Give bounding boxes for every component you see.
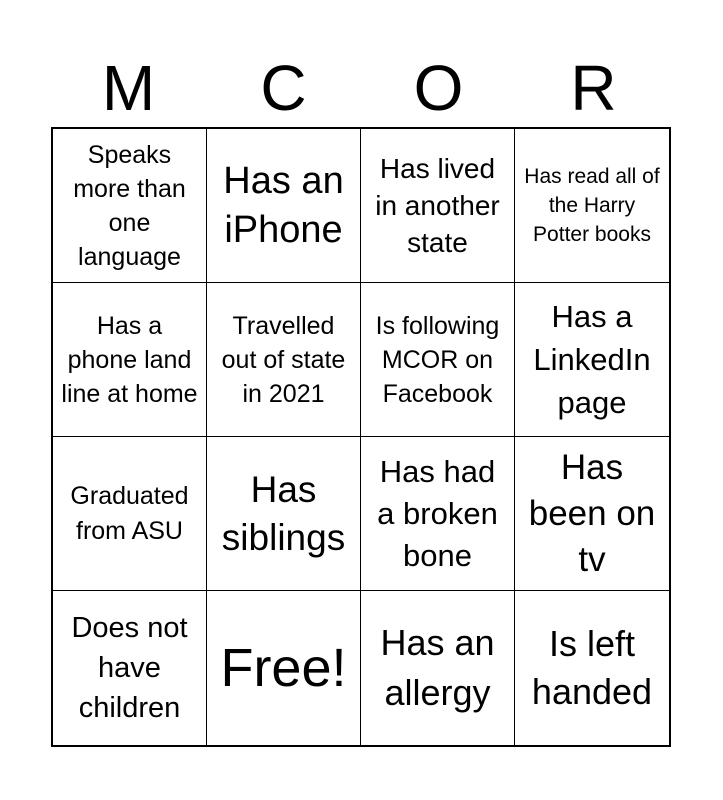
header-letter-m: M [101, 52, 156, 124]
bingo-cell-4-1[interactable] [53, 591, 207, 745]
bingo-cell-3-4[interactable] [515, 437, 669, 591]
bingo-header [51, 52, 671, 124]
bingo-cell-4-4[interactable] [515, 591, 669, 745]
header-letter-r: R [570, 52, 617, 124]
bingo-cell-2-2[interactable] [207, 283, 361, 437]
cell-text: Graduated from ASU [70, 481, 189, 545]
bingo-cell-4-3[interactable] [361, 591, 515, 745]
cell-text: Has read all of the Harry Potter books [524, 165, 660, 246]
cell-text: Has siblings [221, 468, 346, 558]
cell-text: Has a phone land line at home [61, 311, 198, 408]
bingo-cell-3-2[interactable] [207, 437, 361, 591]
cell-text: Speaks more than one language [73, 140, 186, 271]
cell-text: Has been on tv [528, 447, 656, 579]
cell-text: Has an allergy [380, 622, 495, 713]
header-letter-o: O [413, 52, 464, 124]
bingo-cell-1-2[interactable] [207, 129, 361, 283]
cell-text: Is left handed [531, 623, 653, 712]
cell-text: Has a LinkedIn page [533, 299, 651, 420]
cell-text: Has lived in another state [375, 153, 500, 258]
bingo-cell-4-2[interactable] [207, 591, 361, 745]
bingo-cell-2-3[interactable] [361, 283, 515, 437]
bingo-cell-1-4[interactable] [515, 129, 669, 283]
header-letter-c: C [260, 52, 307, 124]
bingo-cell-2-1[interactable] [53, 283, 207, 437]
cell-text: Travelled out of state in 2021 [221, 311, 346, 408]
cell-text: Has had a broken bone [377, 453, 498, 573]
bingo-cell-2-4[interactable] [515, 283, 669, 437]
free-space: Free! [220, 638, 347, 698]
cell-text: Has an iPhone [223, 159, 344, 251]
bingo-cell-1-1[interactable] [53, 129, 207, 283]
bingo-cell-3-3[interactable] [361, 437, 515, 591]
cell-text: Is following MCOR on Facebook [375, 311, 500, 408]
bingo-cell-1-3[interactable] [361, 129, 515, 283]
cell-text: Does not have children [71, 612, 188, 724]
bingo-board [51, 127, 671, 747]
bingo-cell-3-1[interactable] [53, 437, 207, 591]
